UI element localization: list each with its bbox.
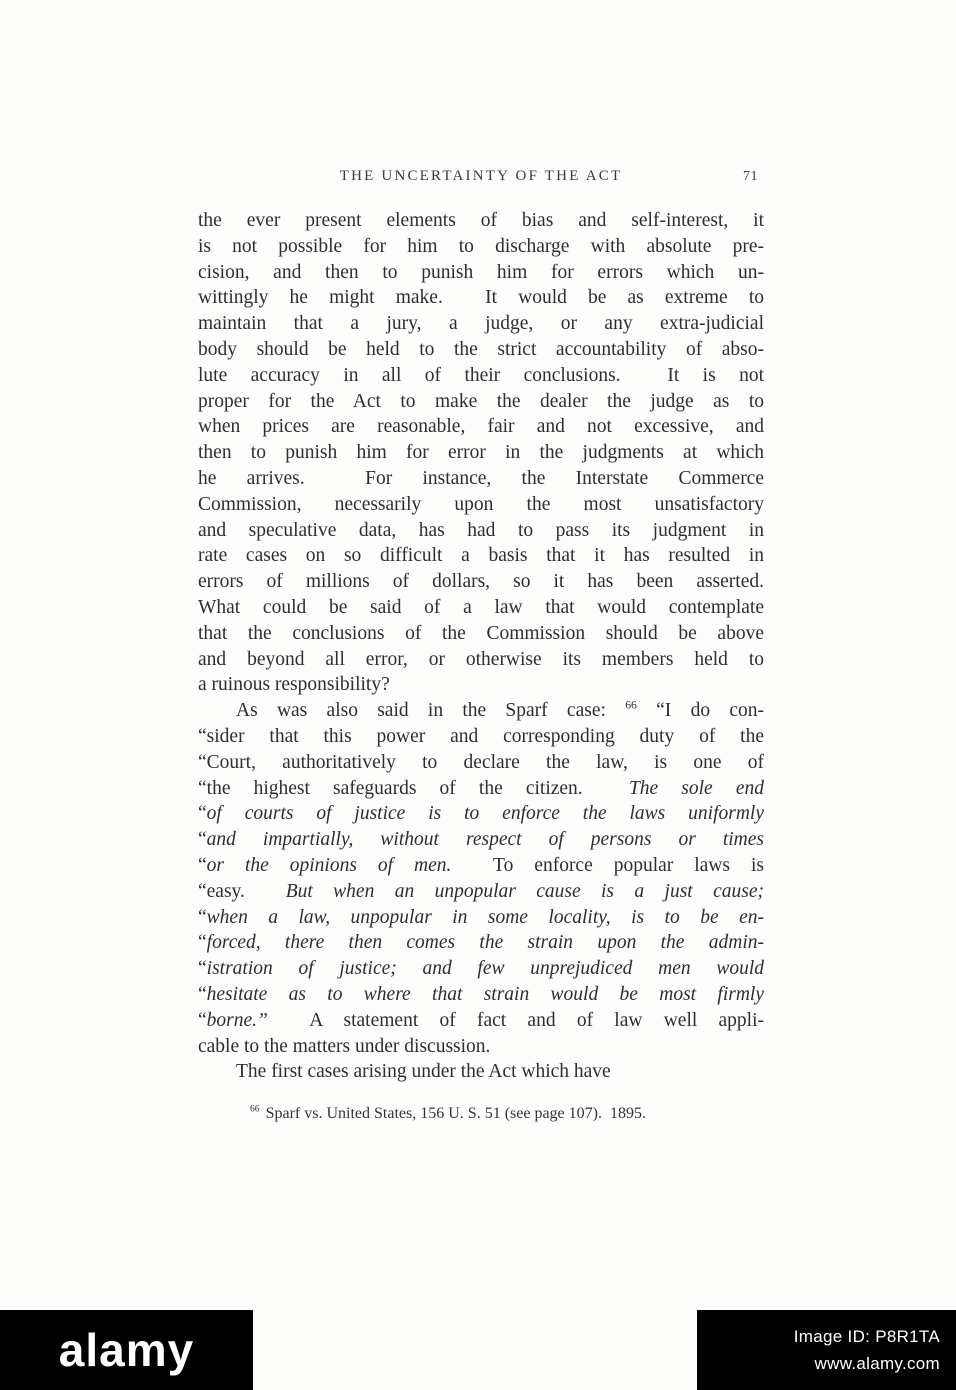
text-segment: when prices are reasonable, fair and not excessive, and xyxy=(198,416,764,438)
text-segment: is not possible for him to discharge with absolute pre- xyxy=(198,235,764,257)
text-segment: “ xyxy=(198,1009,207,1031)
text-segment: cable to the matters under discussion. xyxy=(198,1035,491,1057)
text-line xyxy=(198,492,764,518)
footnote-reference-marker: 66 xyxy=(625,698,637,712)
text-segment: that the conclusions of the Commission should be above xyxy=(198,622,764,644)
text-line xyxy=(198,285,764,311)
text-segment: and speculative data, has had to pass its judgment in xyxy=(198,519,764,541)
text-line xyxy=(198,879,764,905)
text-line xyxy=(198,363,764,389)
text-line xyxy=(198,930,764,956)
paragraph xyxy=(198,1059,764,1085)
watermark-bar-right xyxy=(697,1310,956,1390)
text-segment: of courts of justice is to enforce the laws uniformly xyxy=(206,803,764,825)
text-segment: “sider that this power and corresponding duty of the xyxy=(198,725,764,747)
text-segment: The sole end xyxy=(628,777,764,799)
text-segment: a ruinous responsibility? xyxy=(198,674,390,696)
text-segment: “easy. xyxy=(198,880,286,902)
footnote xyxy=(198,1103,764,1124)
text-segment: As was also said in the Sparf case: xyxy=(236,700,626,722)
paragraph xyxy=(198,208,764,698)
text-segment: errors of millions of dollars, so it has been asserted. xyxy=(198,571,764,593)
footnote-text: Sparf vs. United States, 156 U. S. 51 (see page 107). 1895. xyxy=(265,1105,646,1123)
text-segment: and impartially, without respect of persons or times xyxy=(206,829,764,851)
text-line xyxy=(198,647,764,673)
watermark-website: www.alamy.com xyxy=(814,1353,940,1373)
text-segment: body should be held to the strict accountability of abso- xyxy=(198,338,764,360)
text-line xyxy=(198,260,764,286)
text-segment: “ xyxy=(198,958,207,980)
body-text xyxy=(198,208,764,1085)
text-line xyxy=(198,1008,764,1034)
text-segment: when a law, unpopular in some locality, is to be en- xyxy=(206,906,764,928)
text-segment: But when an unpopular cause is a just cause; xyxy=(285,880,764,902)
text-line xyxy=(198,311,764,337)
text-line xyxy=(198,569,764,595)
text-segment: “ xyxy=(198,854,207,876)
page-number: 71 xyxy=(743,169,758,184)
running-head xyxy=(198,168,764,188)
text-line xyxy=(198,389,764,415)
text-segment: maintain that a jury, a judge, or any extra-judicial xyxy=(198,313,764,335)
text-line xyxy=(198,595,764,621)
text-line xyxy=(198,724,764,750)
text-segment: “ xyxy=(198,906,207,928)
text-segment: then to punish him for error in the judgments at which xyxy=(198,442,764,464)
text-segment: hesitate as to where that strain would be most firmly xyxy=(206,983,764,1005)
text-line xyxy=(198,956,764,982)
paragraph xyxy=(198,698,764,1059)
text-segment: “Court, authoritatively to declare the law, is one of xyxy=(198,751,764,773)
text-segment: proper for the Act to make the dealer the judge as to xyxy=(198,390,764,412)
text-segment: “ xyxy=(198,803,207,825)
text-line xyxy=(198,466,764,492)
text-segment: lute accuracy in all of their conclusions. It is not xyxy=(198,364,764,386)
text-segment: “ xyxy=(198,932,207,954)
text-line xyxy=(198,1059,764,1085)
text-segment: What could be said of a law that would contemplate xyxy=(198,596,764,618)
text-line xyxy=(198,518,764,544)
text-segment: or the opinions of men. xyxy=(206,854,452,876)
text-segment: The first cases arising under the Act which have xyxy=(236,1061,611,1083)
text-line xyxy=(198,337,764,363)
text-line xyxy=(198,776,764,802)
text-column xyxy=(198,168,764,1124)
text-segment: To enforce popular laws is xyxy=(451,854,764,876)
text-line xyxy=(198,414,764,440)
text-segment: “ xyxy=(198,829,207,851)
text-line xyxy=(198,621,764,647)
text-segment: cision, and then to punish him for errors which un- xyxy=(198,261,764,283)
text-segment: forced, there then comes the strain upon the admin- xyxy=(206,932,764,954)
text-segment: istration of justice; and few unprejudiced men would xyxy=(206,958,764,980)
text-segment: Commission, necessarily upon the most unsatisfactory xyxy=(198,493,764,515)
text-line xyxy=(198,750,764,776)
text-line xyxy=(198,440,764,466)
text-segment: he arrives. For instance, the Interstate Commerce xyxy=(198,467,764,489)
text-line xyxy=(198,905,764,931)
text-segment: the ever present elements of bias and self-interest, it xyxy=(198,210,764,231)
text-line xyxy=(198,801,764,827)
watermark-image-id: Image ID: P8R1TA xyxy=(793,1326,940,1346)
text-segment: and beyond all error, or otherwise its members held to xyxy=(198,648,764,670)
text-line xyxy=(198,672,764,698)
page-title: THE UNCERTAINTY OF THE ACT xyxy=(339,168,623,184)
text-segment: “I do con- xyxy=(636,700,764,722)
text-segment: wittingly he might make. It would be as extreme to xyxy=(198,287,764,309)
text-line xyxy=(198,698,764,724)
text-line xyxy=(198,827,764,853)
footnote-marker: 66 xyxy=(250,1103,260,1115)
text-segment: borne.” xyxy=(206,1009,268,1031)
text-segment: “the highest safeguards of the citizen. xyxy=(198,777,629,799)
text-line xyxy=(198,982,764,1008)
text-line xyxy=(198,208,764,234)
alamy-logo: alamy xyxy=(58,1324,195,1376)
text-segment: rate cases on so difficult a basis that it has resulted in xyxy=(198,545,764,567)
text-line xyxy=(198,1034,764,1060)
text-segment: A statement of fact and of law well appli- xyxy=(267,1009,764,1031)
text-segment: “ xyxy=(198,983,207,1005)
text-line xyxy=(198,853,764,879)
text-line xyxy=(198,543,764,569)
watermark-bar-left xyxy=(0,1310,253,1390)
text-line xyxy=(198,234,764,260)
